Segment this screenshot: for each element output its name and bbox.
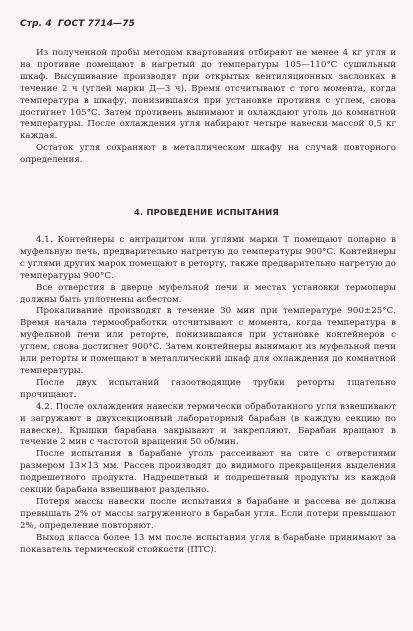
paragraph: Остаток угля сохраняют в металлическом шкафу на случай повторного определения. [20, 143, 396, 166]
standard-number: ГОСТ 7714—75 [57, 19, 135, 29]
intro-text [20, 48, 396, 167]
page-number: Стр. 4 [20, 19, 52, 29]
paragraph: Потеря массы навески после испытания в барабане и рассева не должна превышать 2% от массы загруженного в барабан угля. Если потери превышают 2%, определение повторяют. [20, 496, 396, 531]
paragraph: После испытания в барабане уголь рассеивают на сите с отверстиями размером 13×13 мм. Рассев производят до видимого прекращения выделения подрешетного продукта. Надрешетный и подрешетный продукты из каждой секции барабана взвешивают раздельно. [20, 449, 396, 496]
page-header [20, 19, 135, 29]
paragraph: Из полученной пробы методом квартования отбирают не менее 4 кг угля и на противне помещают в нагретый до температуры 105—110°С сушильный шкаф. Высушивание производят при открытых вентиляционных заслонках в течение 2 ч (углей марки Д—3 ч). Время отсчитывают с того момента, когда температура в шкафу, понизившаяся при установке противня с углем, снова достигнет 105°С. Затем противень вынимают и охлаждают уголь до комнатной температуры. После охлаждения угля набирают четыре навески массой 0,5 кг каждая. [20, 48, 396, 142]
paragraph: После двух испытаний газоотводящие трубки реторты тщательно прочищают. [20, 377, 396, 400]
section-text [20, 235, 396, 556]
section-heading: 4. ПРОВЕДЕНИЕ ИСПЫТАНИЯ [134, 207, 279, 217]
paragraph: Выход класса более 13 мм после испытания угля в барабане принимают за показатель термической стойкости (ПТС). [20, 532, 396, 555]
paragraph: Все отверстия в дверце муфельной печи и местах установки термопары должны быть уплотнены асбестом. [20, 282, 396, 305]
paragraph: 4.1. Контейнеры с антрацитом или углями марки Т помещают попарно в муфельную печь, предварительно нагретую до температуры 900°С. Контейнеры с углями других марок помещают в реторту, также предварительно нагретую до температуры 900°С. [20, 235, 396, 281]
paragraph: Прокаливание производят в течение 30 мин при температуре 900±25°С. Время начала термообработки отсчитывают с момента, когда температура в муфельной печи или реторте, понизившаяся при установке контейнеров с углем, снова достигнет 900°С. Затем контейнеры вынимают из муфельной печи или реторты и помещают в металлический шкаф для охлаждения до комнатной температуры. [20, 306, 396, 376]
paragraph: 4.2. После охлаждения навески термически обработанного угля взвешивают и загружают в двухсекционный лабораторный барабан (в каждую секцию по навеске). Крышки барабана закрывают и закрепляют. Барабан вращают в течение 2 мин с частотой вращения 50 об/мин. [20, 401, 396, 448]
